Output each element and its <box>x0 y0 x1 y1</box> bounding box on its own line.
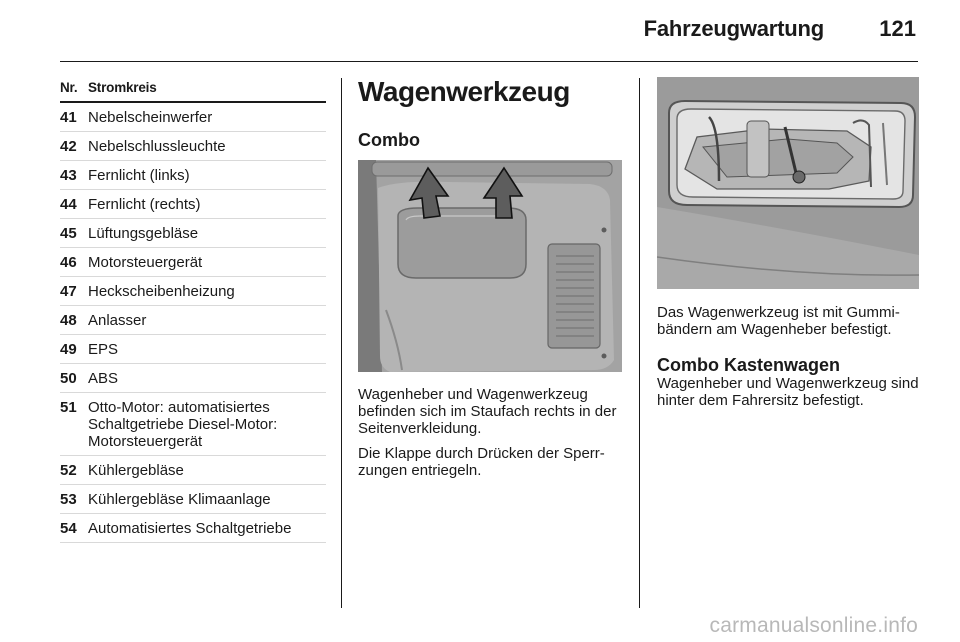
table-row <box>60 393 326 456</box>
circuit-name: Heckscheibenheizung <box>88 283 235 300</box>
fuse-number: 44 <box>60 196 77 213</box>
watermark-link[interactable]: carmanualsonline.info <box>709 614 918 637</box>
fuse-number: 48 <box>60 312 77 329</box>
circuit-name: Kühlergebläse Klimaanlage <box>88 491 271 508</box>
fuse-number: 45 <box>60 225 77 242</box>
fuse-number: 47 <box>60 283 77 300</box>
running-header-title: Fahrzeugwartung <box>643 16 824 41</box>
table-row <box>60 190 326 219</box>
column-divider-left <box>341 78 342 608</box>
circuit-name: Anlasser <box>88 312 147 329</box>
kastenwagen-paragraph: Wagenheber und Wagenwerkzeug sind hinter dem Fahrersitz befestigt. <box>657 375 919 409</box>
column-header-circuit: Stromkreis <box>88 80 157 95</box>
fuse-number: 50 <box>60 370 77 387</box>
table-row <box>60 514 326 543</box>
fuse-number: 54 <box>60 520 77 537</box>
fuse-table-body <box>60 103 326 543</box>
circuit-name: Lüftungsgebläse <box>88 225 199 242</box>
page-number: 121 <box>879 16 916 41</box>
combo-heading: Combo <box>358 130 420 150</box>
kastenwagen-heading: Combo Kastenwagen <box>657 355 841 375</box>
table-row <box>60 103 326 132</box>
fuse-number: 53 <box>60 491 77 508</box>
table-row <box>60 456 326 485</box>
table-row <box>60 248 326 277</box>
circuit-name: Automatisiertes Schaltgetriebe <box>88 520 292 537</box>
circuit-name: Nebelschlussleuchte <box>88 138 226 155</box>
table-row <box>60 161 326 190</box>
combo-paragraph-1: Wagenheber und Wagenwerkzeug befinden sich im Staufach rechts in der Seitenverkleidung. <box>358 386 617 437</box>
fuse-table-header <box>60 80 326 103</box>
table-row <box>60 306 326 335</box>
circuit-name: ABS <box>88 370 119 387</box>
table-row <box>60 485 326 514</box>
header-rule <box>60 61 918 62</box>
circuit-name: Fernlicht (links) <box>88 167 190 184</box>
combo-paragraph-2: Die Klappe durch Drücken der Sperr-zungen entriegeln. <box>358 445 605 479</box>
fuse-number: 42 <box>60 138 77 155</box>
fuse-number: 43 <box>60 167 77 184</box>
section-header-block <box>358 76 624 151</box>
circuit-name: Motorsteuergerät <box>88 254 203 271</box>
column-divider-right <box>639 78 640 608</box>
column-header-no: Nr. <box>60 80 78 95</box>
right-column-text <box>657 304 929 409</box>
tool-compartment-illustration <box>657 77 919 289</box>
fuse-number: 46 <box>60 254 77 271</box>
fuse-number: 41 <box>60 109 77 126</box>
circuit-name: Fernlicht (rechts) <box>88 196 201 213</box>
table-row <box>60 335 326 364</box>
table-row <box>60 219 326 248</box>
circuit-name: Otto-Motor: automatisiertes Schaltgetriebe Diesel-Motor: Motorsteuergerät <box>88 399 278 450</box>
fuse-table <box>60 80 326 543</box>
section-heading: Wagenwerkzeug <box>358 76 570 107</box>
tool-caption: Das Wagenwerkzeug ist mit Gummi-bändern am Wagenheber befestigt. <box>657 304 900 338</box>
circuit-name: Kühlergebläse <box>88 462 184 479</box>
circuit-name: EPS <box>88 341 119 358</box>
fuse-number: 52 <box>60 462 77 479</box>
table-row <box>60 132 326 161</box>
table-row <box>60 277 326 306</box>
fuse-number: 49 <box>60 341 77 358</box>
fuse-number: 51 <box>60 399 77 416</box>
combo-text <box>358 386 628 487</box>
combo-storage-illustration <box>358 160 622 372</box>
circuit-name: Nebelscheinwerfer <box>88 109 213 126</box>
table-row <box>60 364 326 393</box>
